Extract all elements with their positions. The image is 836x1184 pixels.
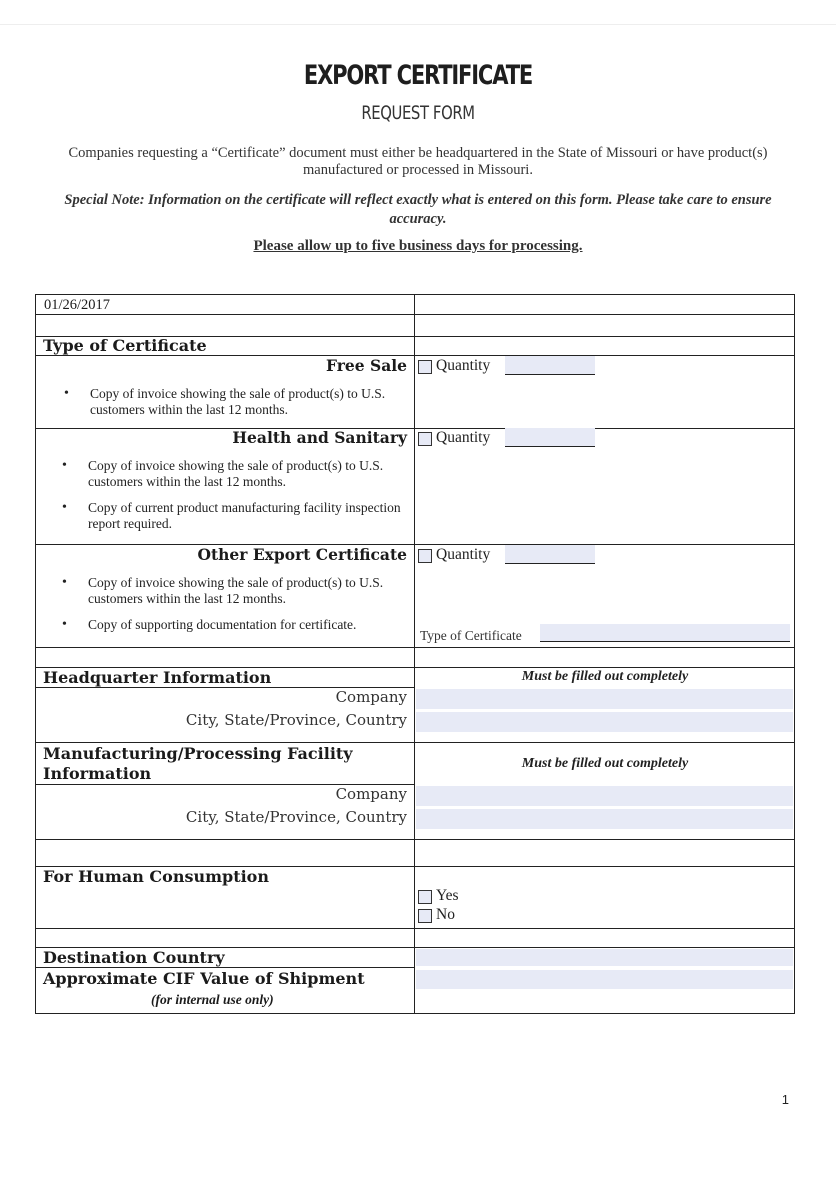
form-rule bbox=[35, 355, 795, 356]
cif-value-label: Approximate CIF Value of Shipment bbox=[43, 969, 365, 988]
page-number: 1 bbox=[781, 1092, 789, 1107]
free-sale-quantity-label: Quantity bbox=[436, 357, 491, 374]
free-sale-quantity-underline bbox=[505, 374, 595, 375]
free-sale-bullet: • Copy of invoice showing the sale of product(s) to U.S. customers within the last 12 months. bbox=[90, 386, 415, 418]
facility-company-field[interactable] bbox=[416, 786, 793, 806]
processing-notice: Please allow up to five business days for processing. bbox=[253, 238, 583, 254]
type-of-certificate-heading: Type of Certificate bbox=[43, 336, 207, 355]
form-subtitle: REQUEST FORM bbox=[361, 102, 475, 124]
health-bullet-inspection: • Copy of current product manufacturing facility inspection report required. bbox=[88, 500, 413, 532]
other-bullet-documentation: • Copy of supporting documentation for certificate. bbox=[88, 617, 413, 633]
form-right-border bbox=[794, 294, 795, 1014]
health-quantity-field[interactable] bbox=[505, 428, 595, 446]
other-bullet-invoice: • Copy of invoice showing the sale of product(s) to U.S. customers within the last 12 months. bbox=[88, 575, 413, 607]
facility-location-label: City, State/Province, Country bbox=[185, 808, 407, 826]
headquarter-location-label: City, State/Province, Country bbox=[185, 711, 407, 729]
request-form bbox=[35, 294, 795, 1014]
form-rule bbox=[35, 928, 795, 929]
form-rule bbox=[35, 647, 795, 648]
form-left-border bbox=[35, 294, 36, 1014]
free-sale-title: Free Sale bbox=[325, 356, 407, 375]
human-consumption-yes-label: Yes bbox=[436, 887, 459, 904]
other-quantity-underline bbox=[505, 563, 595, 564]
health-quantity-label: Quantity bbox=[436, 429, 491, 446]
form-rule bbox=[35, 742, 795, 743]
type-of-certificate-underline bbox=[540, 641, 790, 642]
facility-required-note: Must be filled out completely bbox=[521, 756, 689, 771]
date-value: 01/26/2017 bbox=[44, 297, 111, 313]
page-top-rule bbox=[0, 24, 836, 25]
free-sale-quantity-field[interactable] bbox=[505, 356, 595, 374]
form-rule bbox=[35, 428, 795, 429]
type-of-certificate-field[interactable] bbox=[540, 624, 790, 641]
form-rule bbox=[35, 1013, 795, 1014]
destination-country-field[interactable] bbox=[416, 949, 793, 966]
other-quantity-field[interactable] bbox=[505, 545, 595, 563]
health-sanitary-title: Health and Sanitary bbox=[232, 428, 407, 447]
free-sale-checkbox[interactable] bbox=[418, 360, 432, 374]
headquarter-company-label: Company bbox=[335, 688, 407, 706]
human-consumption-heading: For Human Consumption bbox=[43, 867, 269, 886]
cif-internal-note: (for internal use only) bbox=[151, 992, 274, 1007]
form-rule bbox=[35, 294, 795, 295]
human-consumption-no-label: No bbox=[436, 906, 455, 923]
other-quantity-label: Quantity bbox=[436, 546, 491, 563]
health-bullet-invoice: • Copy of invoice showing the sale of product(s) to U.S. customers within the last 12 months. bbox=[88, 458, 413, 490]
headquarter-required-note: Must be filled out completely bbox=[521, 669, 689, 684]
form-title: EXPORT CERTIFICATE bbox=[303, 60, 533, 91]
form-rule bbox=[35, 544, 795, 545]
other-export-title: Other Export Certificate bbox=[197, 545, 407, 564]
type-of-certificate-label: Type of Certificate bbox=[420, 628, 522, 643]
health-sanitary-checkbox[interactable] bbox=[418, 432, 432, 446]
destination-country-label: Destination Country bbox=[43, 948, 225, 967]
facility-location-field[interactable] bbox=[416, 809, 793, 829]
human-consumption-yes-checkbox[interactable] bbox=[418, 890, 432, 904]
special-note: Special Note: Information on the certificate will reflect exactly what is entered on this form. Please take care to ensure accuracy. bbox=[64, 192, 772, 227]
human-consumption-no-checkbox[interactable] bbox=[418, 909, 432, 923]
headquarter-location-field[interactable] bbox=[416, 712, 793, 732]
form-rule bbox=[35, 967, 415, 968]
form-rule bbox=[35, 314, 795, 315]
facility-heading: Manufacturing/Processing Facility Information bbox=[43, 744, 353, 783]
health-quantity-underline bbox=[505, 446, 595, 447]
form-rule bbox=[35, 839, 795, 840]
cif-value-field[interactable] bbox=[416, 970, 793, 989]
facility-company-label: Company bbox=[335, 785, 407, 803]
other-export-checkbox[interactable] bbox=[418, 549, 432, 563]
headquarter-heading: Headquarter Information bbox=[43, 668, 272, 687]
headquarter-company-field[interactable] bbox=[416, 689, 793, 709]
intro-text: Companies requesting a “Certificate” document must either be headquartered in the State of Missouri or have product(s) manufactured or processed in Missouri. bbox=[68, 145, 768, 178]
